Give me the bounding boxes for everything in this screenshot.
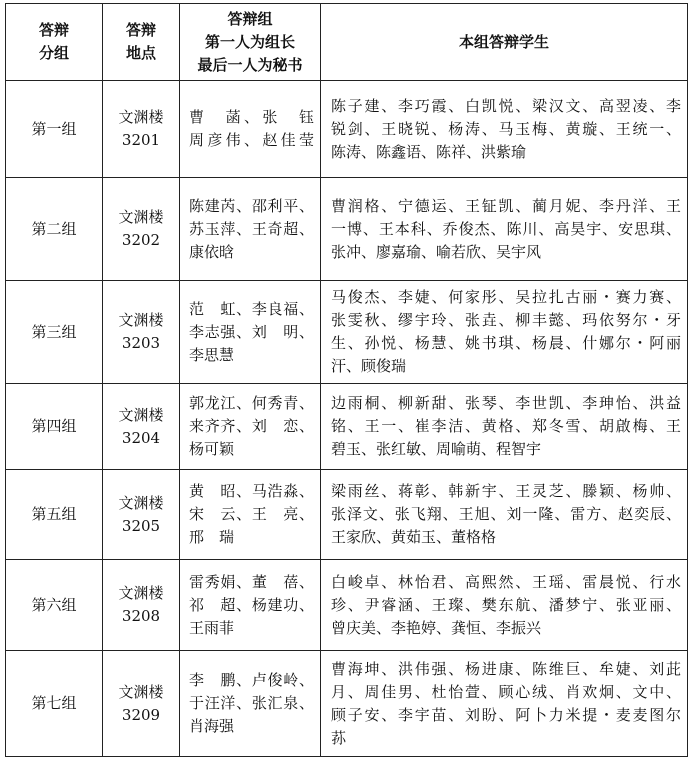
place-cell: 文渊楼 3209 <box>103 651 180 757</box>
place-cell: 文渊楼 3202 <box>103 178 180 281</box>
table-row <box>6 81 688 178</box>
table-row <box>6 651 688 757</box>
students-cell: 曹海坤、洪伟强、杨进康、陈维巨、牟婕、刘茈 月、周佳男、杜怡萱、顾心绒、肖欢炯、文中、 顾子安、李宇苗、刘盼、阿卜力米提・麦麦图尔 荪 <box>321 651 688 757</box>
header-row <box>6 4 688 81</box>
group-cell: 第三组 <box>6 281 103 384</box>
place-cell: 文渊楼 3204 <box>103 384 180 470</box>
place-cell: 文渊楼 3201 <box>103 81 180 178</box>
defense-schedule-table <box>5 3 688 757</box>
leaders-cell: 郭龙江、何秀青、 来齐齐、刘 恋、 杨可颖 <box>180 384 321 470</box>
leaders-cell: 范 虹、李良福、 李志强、刘 明、 李思慧 <box>180 281 321 384</box>
leaders-cell: 雷秀娟、董 蓓、 祁 超、杨建功、 王雨菲 <box>180 560 321 651</box>
group-cell: 第六组 <box>6 560 103 651</box>
header-group: 答辩 分组 <box>6 4 103 81</box>
group-cell: 第七组 <box>6 651 103 757</box>
leaders-cell: 李 鹏、卢俊岭、 于汪洋、张汇泉、 肖海强 <box>180 651 321 757</box>
table-row <box>6 178 688 281</box>
group-cell: 第二组 <box>6 178 103 281</box>
students-cell: 边雨桐、柳新甜、张琴、李世凯、李珅怡、洪益 铭、王一、崔李洁、黄格、郑冬雪、胡啟梅、王 碧玉、张红敏、周喻萌、程智宇 <box>321 384 688 470</box>
leaders-cell: 陈建芮、邵利平、 苏玉萍、王奇超、 康依晗 <box>180 178 321 281</box>
students-cell: 马俊杰、李婕、何家彤、吴拉扎古丽・赛力赛、 张雯秋、缪宇玲、张垚、柳丰懿、玛依努尔・牙 生、孙悦、杨慧、姚书琪、杨晨、什娜尔・阿丽 汗、顾俊瑞 <box>321 281 688 384</box>
header-students: 本组答辩学生 <box>321 4 688 81</box>
place-cell: 文渊楼 3208 <box>103 560 180 651</box>
group-cell: 第五组 <box>6 470 103 560</box>
students-cell: 梁雨丝、蒋彰、韩新宇、王灵芝、滕颖、杨帅、 张泽文、张飞翔、王旭、刘一隆、雷方、赵奕辰、 王家欣、黄茹玉、董格格 <box>321 470 688 560</box>
group-cell: 第一组 <box>6 81 103 178</box>
table-row <box>6 470 688 560</box>
students-cell: 曹润格、宁德运、王钲凯、蔺月妮、李丹洋、王 一博、王本科、乔俊杰、陈川、高昊宇、安思琪、 张冲、廖嘉瑜、喻若欣、吴宇风 <box>321 178 688 281</box>
header-place: 答辩 地点 <box>103 4 180 81</box>
group-cell: 第四组 <box>6 384 103 470</box>
header-leaders: 答辩组 第一人为组长 最后一人为秘书 <box>180 4 321 81</box>
table-row <box>6 281 688 384</box>
table-row <box>6 384 688 470</box>
students-cell: 陈子建、李巧霞、白凯悦、梁汉文、高翌凌、李 锐剑、王晓锐、杨涛、马玉梅、黄璇、王统一、 陈涛、陈鑫语、陈祥、洪紫瑜 <box>321 81 688 178</box>
place-cell: 文渊楼 3203 <box>103 281 180 384</box>
leaders-cell: 黄 昭、马浩淼、 宋 云、王 亮、 邢 瑞 <box>180 470 321 560</box>
place-cell: 文渊楼 3205 <box>103 470 180 560</box>
leaders-cell: 曹 菡、张 钰 周彦伟、赵佳莹 <box>180 81 321 178</box>
students-cell: 白峻卓、林怡君、高熙然、王瑶、雷晨悦、行水 珍、尹睿涵、王璨、樊东航、潘梦宁、张亚丽、 曾庆美、李艳婷、龚恒、李振兴 <box>321 560 688 651</box>
table-row <box>6 560 688 651</box>
